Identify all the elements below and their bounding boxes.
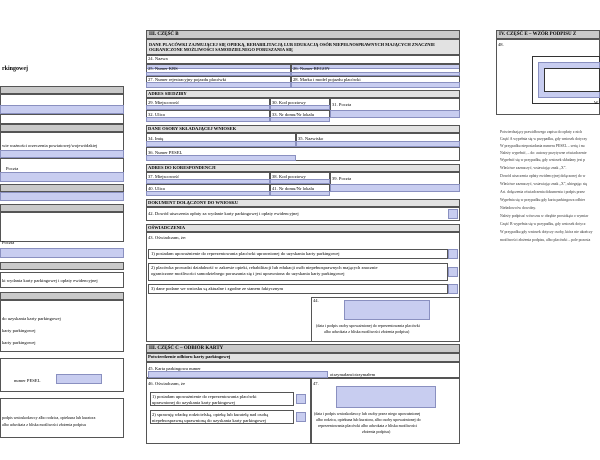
left-label-11: do uzyskania karty parkingowej [2, 316, 61, 321]
footnote: W przypadku nieposiadania numeru PESEL – serię i nu [500, 144, 585, 148]
f35-label: 35. Nazwisko [298, 136, 324, 141]
left-input-5[interactable] [0, 248, 124, 258]
left-section-bar-6 [0, 292, 124, 300]
part-e-header: IV. CZĘŚĆ E – WZÓR PODPISU Z [496, 30, 600, 39]
osoba-label: DANE OSOBY SKŁADAJĄCEJ WNIOSEK [148, 126, 237, 131]
left-label-9: ki wydania karty parkingowej i opłaty ewidencyjnej [2, 278, 98, 283]
adres-siedziby-bar [146, 90, 460, 98]
part-b-subheader-box [146, 39, 460, 55]
part-b-header: III. CZĘŚĆ B [146, 30, 460, 39]
footnote: Art. dołączenia oświadczenia dokumentu i podpis przez [500, 190, 585, 194]
sig2-line-a: (data i podpis wnioskodawcy lub osoby przez niego upoważnionej [314, 411, 421, 416]
f39-input[interactable] [330, 184, 460, 192]
f41-input[interactable] [270, 191, 330, 196]
f27-label: 27. Numer rejestracyjny pojazdu placówki [148, 77, 227, 82]
f42-checkbox[interactable] [448, 209, 458, 219]
dokument-label: DOKUMENT DOŁĄCZONY DO WNIOSKU [148, 200, 239, 205]
f27-input[interactable] [146, 82, 291, 88]
footnote: Należy wypełnić, – do: autorzy pozytywne oświadczenie [500, 151, 587, 155]
left-pesel-input[interactable] [56, 374, 102, 384]
f34-label: 34. Imię [148, 136, 164, 141]
f29-label: 29. Miejscowość [148, 100, 180, 105]
left-title-fragment: rkingowej [2, 66, 28, 72]
o1-checkbox[interactable] [448, 249, 458, 259]
f47-label: 47. [313, 381, 319, 386]
footnote: Dowód uiszczenia opłaty ewidencyjnej dołączonej do w [500, 174, 586, 178]
f31-input[interactable] [330, 110, 460, 118]
footnote: Wypełnia się w przypadku gdy karta parkingowa odbier [500, 198, 586, 202]
f45-label: 45. Karta parkingowa numer [148, 366, 201, 371]
left-input-1[interactable] [0, 105, 124, 114]
part-b-subheader: DANE PLACÓWKI ZAJMUJĄCEJ SIĘ OPIEKĄ, REHABILITACJĄ LUB EDUKACJĄ OSÓB NIEPEŁNOSPRAWNYCH MAJĄCYCH ZNACZNIE OGRANICZONE MOŻLIWOŚCI SAMODZIELNEGO PORUSZANIA SIĘ [149, 42, 436, 53]
f26-label: 26. Numer REGON [293, 66, 330, 71]
left-label-15: numer PESEL [14, 378, 41, 383]
f25-label: 25. Numer KRS [148, 66, 178, 71]
o2-checkbox[interactable] [448, 267, 458, 277]
f28-label: 28. Marka i model pojazdu placówki [293, 77, 361, 82]
left-box-5 [0, 212, 124, 242]
footnote: możliwości złożenia podpisu, albo placówki – pole pozosta [500, 238, 591, 242]
sig2-line-c: reprezentowania placówki albo adwokata z bliska możliwości [318, 423, 418, 428]
o1-label: 1) posiadam upoważnienie do reprezentowania placówki uprawnionej do uzyskania karty parkingowej [151, 251, 340, 256]
sig2-line-d: złożenia podpisu) [362, 429, 391, 434]
left-input-4[interactable] [0, 192, 124, 201]
f45-input[interactable] [148, 371, 328, 378]
oswiadczenia-label: OŚWIADCZENIA [148, 225, 186, 230]
signature-frame-inner [544, 68, 600, 92]
footnote: W przypadku gdy wniosek dotyczy osoby, która nie ukończy [500, 230, 593, 234]
footnote: Potwierdzający prawidłowego zapisu do opłaty z nich [500, 130, 583, 134]
left-label-13: karty parkingowej [2, 340, 36, 345]
sig1-line-b: albo adwokata z bliska możliwości złożenia podpisu) [324, 329, 410, 334]
left-box-2 [0, 114, 124, 124]
f33-input[interactable] [270, 117, 330, 122]
left-label-3: wie ważności orzeczenia powiatowej/wojewódzkiej [2, 143, 98, 148]
f41-label: 41. Nr domu/Nr lokalu [272, 186, 315, 191]
f30-label: 30. Kod pocztowy [272, 100, 306, 105]
c2-label-b: niepełnosprawną uprawnioną do uzyskania karty parkingowej [152, 418, 266, 423]
footnote: Należy podpisać wówczas w obrębie prostokąta o wymiar [500, 214, 589, 218]
left-input-3[interactable] [0, 172, 124, 182]
left-section-bar-4 [0, 204, 124, 212]
footnote: Nieładowców dowolny. [500, 206, 537, 210]
footnote: Część A wypełnia się w przypadku, gdy wniosek dotyczy [500, 137, 588, 141]
signature-input-b[interactable] [344, 300, 430, 320]
left-sig-2: albo adwokata z bliska możliwości złożenia podpisu [2, 422, 86, 427]
f24-box [146, 55, 460, 64]
signature-corner: W [594, 100, 599, 105]
f37-label: 37. Miejscowość [148, 174, 180, 179]
part-c-header: III. CZĘŚĆ C – ODBIÓR KARTY [146, 344, 460, 353]
f32-input[interactable] [146, 117, 270, 122]
f36-label: 36. Numer PESEL [148, 150, 183, 155]
f31-label: 31. Poczta [332, 102, 352, 107]
f48-label: 48. [498, 42, 504, 47]
f24-label: 24. Nazwa [148, 56, 168, 61]
footnote: Część B wypełnia się w przypadku, gdy wniosek dotycz [500, 222, 586, 226]
footnote: Właściwe zaznaczyć, wstawiając znak „X”, ubiegając się [500, 182, 588, 186]
left-sig-1: podpis wnioskodawcy albo rodzica, opiekuna lub kuratora [2, 415, 96, 420]
footnote: Właściwe zaznaczyć, wstawiając znak „X”. [500, 166, 567, 170]
left-section-bar-5 [0, 262, 124, 270]
f28-input[interactable] [291, 82, 460, 88]
o2-label-b: ograniczone możliwości samodzielnego poruszania się i jest uprawniona do uzyskania karty parkingowej [151, 271, 345, 276]
adres-siedziby-label: ADRES SIEDZIBY [148, 91, 187, 96]
oswiadczenia-bar [146, 224, 460, 232]
f45b-label: otrzymałam/otrzymałem [330, 372, 376, 377]
left-section-bar-2 [0, 124, 124, 132]
f38-label: 38. Kod pocztowy [272, 174, 306, 179]
f42-label: 42. Dowód uiszczenia opłaty za wydanie karty parkingowej i opłaty ewidencyjnej [148, 211, 299, 216]
f36-input[interactable] [146, 155, 296, 161]
f44-label: 44. [313, 298, 319, 303]
o3-checkbox[interactable] [448, 284, 458, 294]
left-section-bar-3 [0, 184, 124, 192]
c2-label-a: 2) sprawuję władzę rodzicielską, opiekę lub kuratelę nad osobą [152, 412, 269, 417]
o2-label-a: 2) placówka prowadzi działalność w zakresie opieki, rehabilitacji lub edukacji osób niepełnosprawnych mających znacznie [151, 265, 378, 270]
left-poczta-1: Poczta [6, 166, 19, 171]
sig2-line-b: albo rodzica, opiekuna lub kuratora, albo osoby upoważnionej do [316, 417, 421, 422]
left-label-12: karty parkingowej [2, 328, 36, 333]
f40-input[interactable] [146, 191, 270, 196]
c1-checkbox[interactable] [296, 394, 306, 404]
o3-label: 3) dane podane we wniosku są aktualne i zgodne ze stanem faktycznym [151, 286, 284, 291]
part-c-sub: Potwierdzenie odbioru karty parkingowej [148, 354, 231, 359]
signature-input-c[interactable] [336, 386, 436, 408]
f32-label: 32. Ulica [148, 112, 165, 117]
c2-checkbox[interactable] [296, 412, 306, 422]
c1-label-a: 1) posiadam upoważnienie do reprezentowania placówki [152, 394, 257, 399]
left-input-2[interactable] [0, 150, 124, 158]
f46-label: 46. Oświadczam, że [148, 381, 185, 386]
f33-label: 33. Nr domu/Nr lokalu [272, 112, 315, 117]
f43-label: 43. Oświadczam, że: [148, 235, 187, 240]
left-poczta-2: Poczta [2, 240, 15, 245]
c1-label-b: uprawnionej do uzyskania karty parkingowej [152, 400, 235, 405]
f39-label: 39. Poczta [332, 176, 352, 181]
f40-label: 40. Ulica [148, 186, 165, 191]
sig1-line-a: (data i podpis osoby upoważnionej do reprezentowania placówki [316, 323, 420, 328]
left-section-bar-1 [0, 86, 124, 94]
adres-kor-label: ADRES DO KORESPONDENCJI [148, 165, 216, 170]
footnote: Wypełnić się w przypadku, gdy wniosek składany jest p [500, 158, 586, 162]
